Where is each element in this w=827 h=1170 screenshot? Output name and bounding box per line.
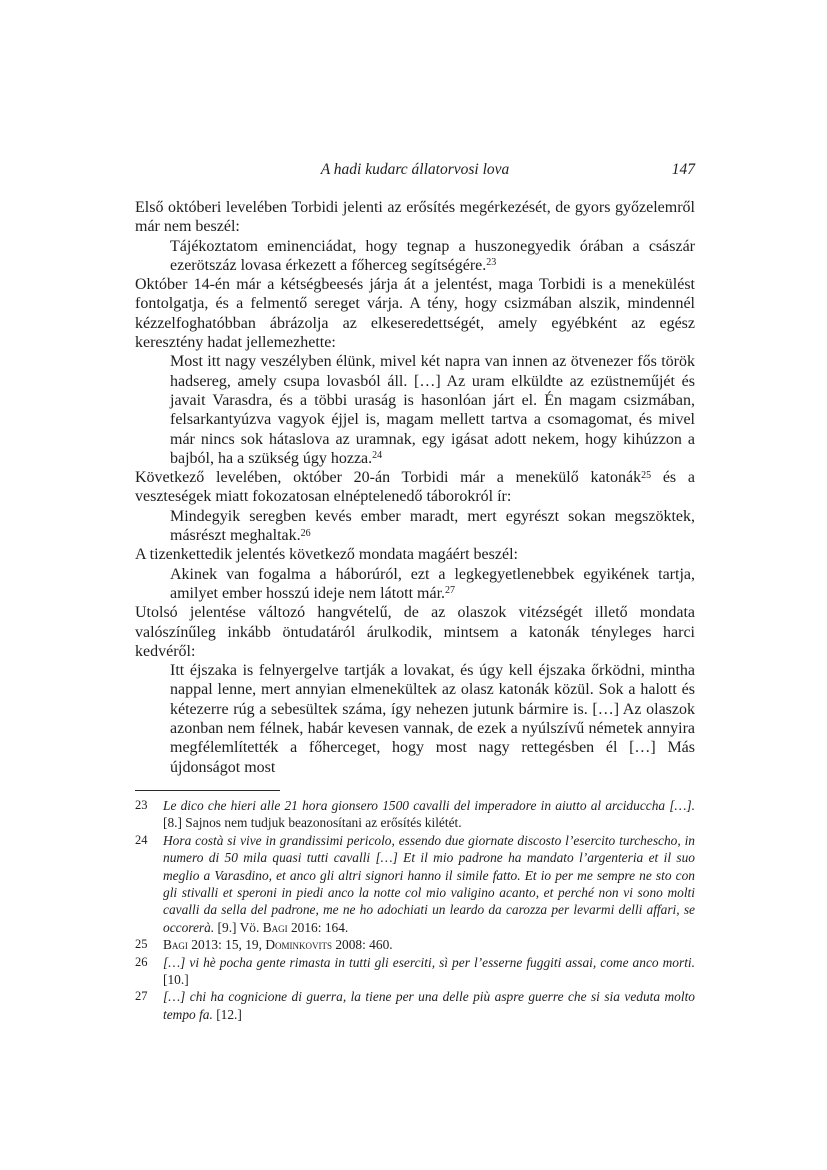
footnote-text [163, 954, 695, 989]
page-number: 147 [671, 161, 695, 178]
text-run: Tájékoztatom eminenciádat, hogy tegnap a huszonegyedik órában a császár ezerötszáz lovasa érkezett a főherceg segítségére. [170, 237, 695, 274]
block-quote [170, 661, 695, 777]
text-run: [9.] Vö. [214, 919, 263, 935]
footnote-text [163, 797, 695, 832]
running-head-title: A hadi kudarc állatorvosi lova [320, 161, 510, 178]
text-run: [8.] Sajnos nem tudjuk beazonosítani az erősítés kilétét. [163, 815, 462, 831]
text-run-smallcaps: Bagi [262, 919, 288, 935]
text-run: Mindegyik seregben kevés ember maradt, mert egyrészt sokan megszöktek, másrészt meghaltak. [170, 507, 695, 545]
text-run: Első októberi levelében Torbidi jelenti az erősítés megérkezését, de gyors győzelemről már nem beszél: [135, 199, 695, 236]
text-run: Következő levelében, október 20-án Torbidi már a menekülő katonák [135, 469, 642, 487]
text-run: 2008: 460. [331, 937, 393, 953]
text-run-smallcaps: Dominkovits [265, 937, 332, 953]
footnote-number: 25 [135, 937, 148, 952]
text-run: Október 14-én már a kétségbeesés járja át a jelentést, maga Torbidi is a menekülést fontolgatja, és a felmentő sereget várja. A tény, hogy csizmában alszik, mindennél kézzelfoghatóbban ábrázolja az elkeseredettségét, amely egyébként az egész keresztény hadat jellemezhette: [135, 276, 695, 352]
footnote [135, 797, 695, 832]
running-head [135, 161, 695, 179]
footnote-text [163, 832, 695, 936]
text-run: Itt éjszaka is felnyergelve tartják a lovakat, és úgy kell éjszaka őrködni, mintha nappal lenne, mert annyian elmenekültek az olasz katonák közül. Sok a halott és kétezerre rúg a sebesültek száma, így nehezen jutunk bármire is. […] Az olaszok azonban nem félnek, habár kevesen vannak, de ezek a nyúlszívű németek annyira megfélemlítették a főherceget, hogy most nagy rettegésben él […] Más újdonságot most [170, 662, 695, 776]
paragraph [135, 468, 695, 507]
footnote-ref: 24 [372, 450, 383, 462]
paragraph [135, 545, 695, 564]
footnote-number: 24 [135, 832, 148, 847]
footnote-number: 26 [135, 954, 148, 969]
text-run-italic: Hora costà si vive in grandissimi pericolo, essendo due giornate discosto l’esercito turchescho, in numero di 50 mila quasi tutti cavalli […] Et il mio padrone ha mandato l’argenteria et il suo meglio a Varasdino, et anco gli altri signori hanno il simile fatto. Et io per me sempre ne sto con gli stivalli et speroni in piedi anco la notte col mio valigino acanto, et perché non vi sono molti cavalli da sella del padrone, me ne ho adochiati un leardo da carozza per levarmi delli affari, se occorerà. [163, 832, 695, 935]
block-quote [170, 565, 695, 604]
footnotes-section [135, 797, 695, 1023]
footnote [135, 832, 695, 936]
footnote [135, 954, 695, 989]
footnote-ref: 23 [486, 257, 497, 269]
text-run: Utolsó jelentése változó hangvételű, de az olaszok vitézségét illető mondata valószínűleg inkább öntudatáról árulkodik, mintsem a katonák tényleges harci kedvéről: [135, 604, 695, 660]
text-block [135, 161, 695, 1023]
footnote-number: 27 [135, 989, 148, 1004]
text-run: [12.] [212, 1006, 242, 1022]
footnote-number: 23 [135, 797, 148, 812]
text-run-italic: Le dico che hieri alle 21 hora gionsero 1500 cavalli del imperadore in aiutto al arciduccha […]. [163, 797, 695, 813]
text-run: 2013: 15, 19, [187, 937, 266, 953]
block-quote [170, 352, 695, 468]
text-run: A tizenkettedik jelentés következő mondata magáért beszél: [135, 546, 518, 564]
footnote [135, 936, 695, 953]
footnote-text [163, 936, 695, 953]
text-run: 2016: 164. [287, 919, 349, 935]
block-quote [170, 237, 695, 276]
footnote [135, 988, 695, 1023]
paragraph [135, 603, 695, 661]
text-run: Most itt nagy veszélyben élünk, mivel két napra van innen az ötvenezer fős török hadsereg, amely csupa lovasból áll. […] Az uram elküldte az ezüstneműjét és javait Varasdra, és a többi uraság is hasonlóan járt el. Én magam csizmában, felsarkantyúzva vagyok éjjel is, magam mellett tartva a csomagomat, és mivel már nincs sok hátaslova az uramnak, egy igásat adott nekem, hogy kihúzzon a bajból, ha a szükség úgy hozza. [170, 353, 695, 467]
block-quote [170, 507, 695, 546]
footnote-ref: 27 [445, 585, 456, 597]
text-run: és a veszteségek miatt fokozatosan elnéptelenedő táborokról ír: [135, 469, 695, 506]
footnote-separator [135, 790, 280, 791]
paragraph [135, 198, 695, 237]
footnote-text [163, 988, 695, 1023]
text-run-italic: […] chi ha cognicione di guerra, la tiene per una delle più aspre guerre che si sia veduta molto tempo fa. [163, 989, 695, 1022]
text-run: [10.] [163, 971, 189, 987]
text-run-italic: […] vi hè pocha gente rimasta in tutti gli eserciti, sì per l’esserne fuggiti assai, come anco morti. [163, 954, 695, 970]
text-run-smallcaps: Bagi [163, 937, 188, 953]
text-run: Akinek van fogalma a háborúról, ezt a legkegyetlenebbek egyikének tartja, amilyet ember hosszú ideje nem látott már. [170, 565, 695, 602]
footnote-ref: 26 [300, 527, 311, 539]
body-text [135, 198, 695, 777]
paragraph [135, 275, 695, 352]
footnote-ref: 25 [641, 469, 652, 481]
